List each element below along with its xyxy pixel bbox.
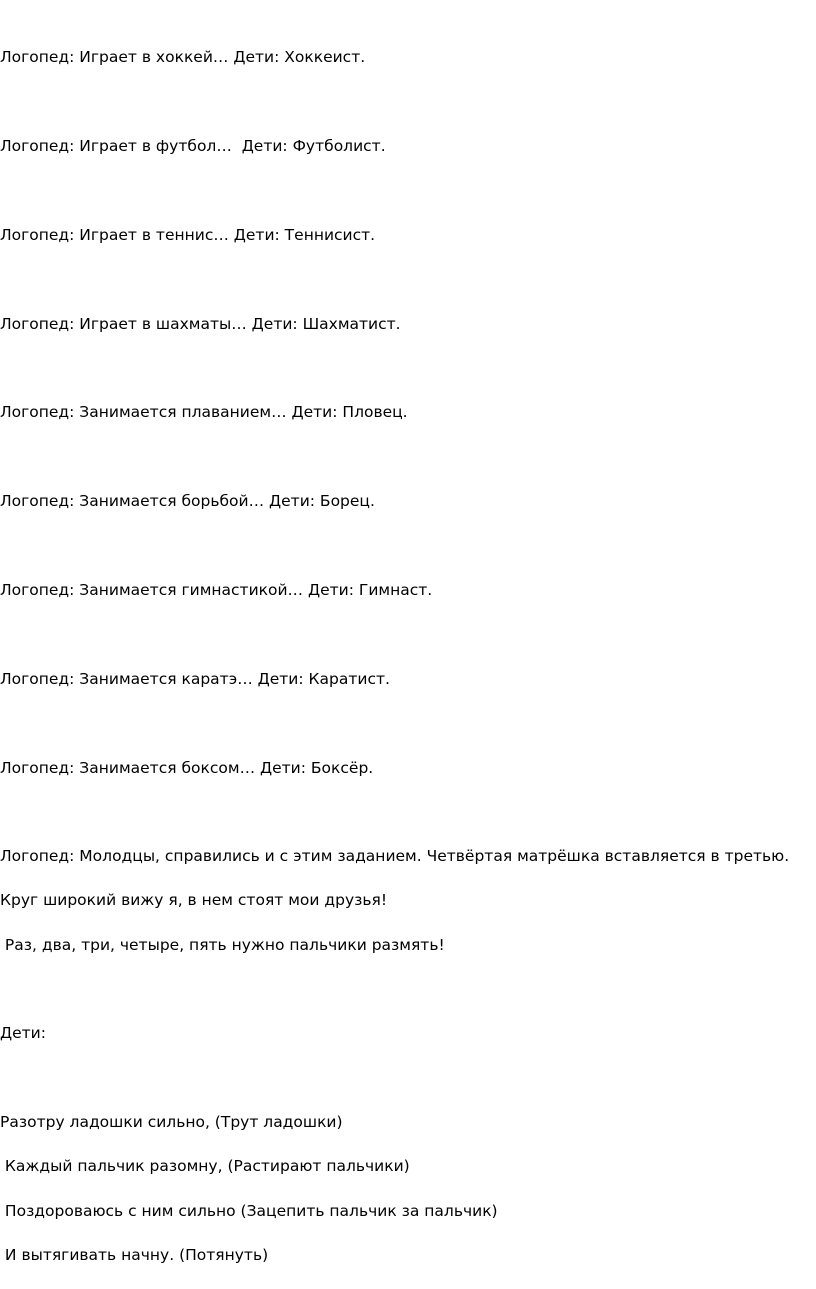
dialogue-line: Логопед: Играет в хоккей… Дети: Хоккеист. (0, 48, 366, 66)
dialogue-line: Логопед: Играет в теннис… Дети: Теннисист. (0, 226, 376, 244)
dialogue-line: Логопед: Занимается боксом… Дети: Боксёр. (0, 759, 374, 777)
dialogue-line: Логопед: Занимается гимнастикой… Дети: Гимнаст. (0, 581, 433, 599)
speaker-label: Дети: (0, 1024, 46, 1042)
verse-line: Круг широкий вижу я, в нем стоят мои друзья! (0, 891, 388, 909)
dialogue-line: Логопед: Молодцы, справились и с этим заданием. Четвёртая матрёшка вставляется в третью. (0, 847, 790, 865)
verse-line: Поздороваюсь с ним сильно (Зацепить пальчик за пальчик) (0, 1202, 498, 1220)
verse-line: Разотру ладошки сильно, (Трут ладошки) (0, 1113, 343, 1131)
dialogue-line: Логопед: Играет в футбол… Дети: Футболист. (0, 137, 386, 155)
dialogue-line: Логопед: Занимается каратэ… Дети: Каратист. (0, 670, 390, 688)
dialogue-line: Логопед: Занимается борьбой… Дети: Борец. (0, 492, 375, 510)
dialogue-line: Логопед: Занимается плаванием… Дети: Пловец. (0, 403, 408, 421)
verse-line: И вытягивать начну. (Потянуть) (0, 1246, 269, 1264)
verse-line: Каждый пальчик разомну, (Растирают пальчики) (0, 1157, 410, 1175)
verse-line: Раз, два, три, четыре, пять нужно пальчики размять! (0, 936, 445, 954)
dialogue-line: Логопед: Играет в шахматы… Дети: Шахматист. (0, 315, 401, 333)
